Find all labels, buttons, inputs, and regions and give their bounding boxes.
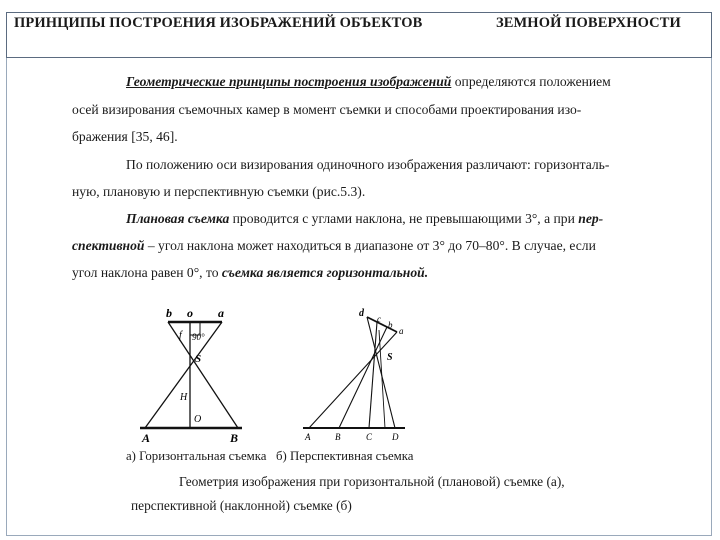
- label-d: d: [359, 308, 364, 319]
- page-title: ПРИНЦИПЫ ПОСТРОЕНИЯ ИЗОБРАЖЕНИЙ ОБЪЕКТОВ: [14, 15, 423, 31]
- label-C: C: [366, 432, 373, 442]
- ray-a-A: [145, 322, 222, 428]
- label-angle: 90°: [192, 332, 205, 342]
- text: проводится с углами наклона, не превышающими 3°, а при: [229, 211, 579, 226]
- text: – угол наклона может находиться в диапазоне от 3° до 70–80°. В случае, если: [144, 238, 596, 253]
- figure-caption-line-2: перспективной (наклонной) съемке (б): [131, 498, 352, 513]
- label-c: c: [377, 314, 381, 324]
- ray-d-D: [367, 317, 395, 428]
- paragraph-3-line-2: [72, 232, 596, 260]
- label-A: A: [305, 432, 311, 442]
- label-A: A: [142, 431, 151, 445]
- label-S: S: [195, 353, 202, 365]
- term-perspective: спективной: [72, 238, 145, 253]
- label-S: S: [387, 352, 393, 363]
- label-o: o: [187, 306, 193, 320]
- term-planar-survey: Плановая съемка: [126, 211, 230, 226]
- paragraph-2-line-1: По положению оси визирования одиночного изображения различают: горизонталь-: [126, 157, 610, 172]
- text: угол наклона равен 0°, то: [72, 265, 222, 280]
- label-H: H: [180, 392, 188, 403]
- text: определяются положением: [451, 74, 611, 89]
- paragraph-3-line-3: [72, 259, 428, 287]
- term-perspective-part: пер-: [578, 211, 604, 226]
- ray-c-C: [369, 322, 377, 428]
- label-b: b: [166, 306, 172, 320]
- term-horizontal-survey: съемка является горизонтальной.: [221, 265, 429, 280]
- figure-horizontal-survey: [130, 300, 250, 448]
- figure-sub-captions: а) Горизонтальная съемка б) Перспективная съемка: [126, 449, 414, 463]
- label-B: B: [335, 432, 341, 442]
- tilted-image-plane: [367, 317, 397, 332]
- paragraph-1-line-1: [126, 68, 611, 96]
- paragraph-2-line-2: ную, плановую и перспективную съемки (рис.5.3).: [72, 184, 366, 199]
- label-f: f: [179, 330, 182, 341]
- principal-axis: [379, 330, 385, 428]
- page-title-continuation: ЗЕМНОЙ ПОВЕРХНОСТИ: [496, 15, 681, 31]
- figure-caption-line-1: Геометрия изображения при горизонтальной (плановой) съемке (а),: [179, 474, 565, 489]
- term-geometric-principles: Геометрические принципы построения изображений: [126, 74, 452, 89]
- label-b: b: [388, 320, 393, 330]
- label-B: B: [230, 431, 239, 445]
- label-a: a: [399, 326, 404, 336]
- label-a: a: [218, 306, 224, 320]
- label-D: D: [392, 432, 399, 442]
- figure-perspective-survey: [295, 302, 415, 448]
- paragraph-1-line-2: осей визирования съемочных камер в момент съемки и способами проектирования изо-: [72, 102, 582, 117]
- paragraph-3-line-1: [126, 205, 603, 233]
- paragraph-1-line-3: бражения [35, 46].: [72, 129, 178, 144]
- label-O: O: [194, 414, 202, 425]
